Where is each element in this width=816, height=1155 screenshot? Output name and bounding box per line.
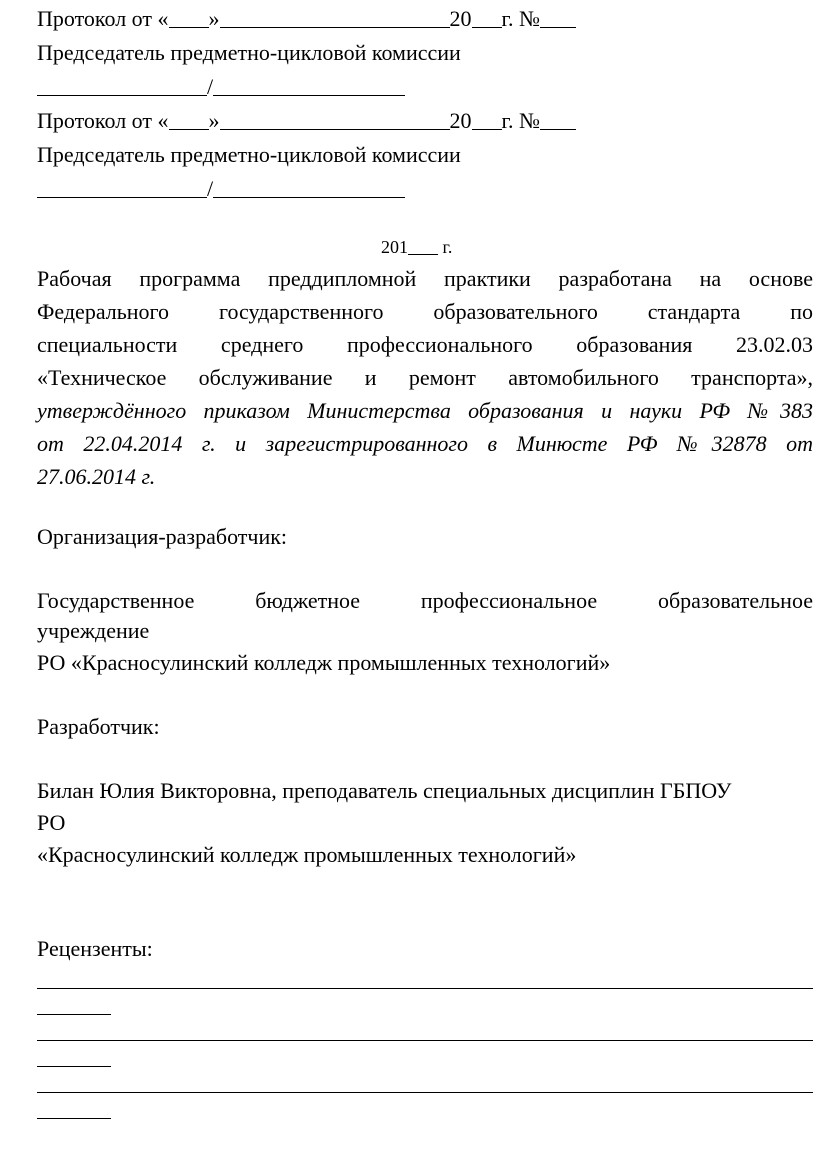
year-suffix: г. (442, 237, 453, 257)
year-blank (472, 7, 502, 28)
reviewer-line-2-continuation (37, 1066, 111, 1067)
year-blank (408, 238, 438, 255)
day-blank (169, 109, 209, 130)
developer-line-1: Билан Юлия Викторовна, преподаватель специальных дисциплин ГБПОУ (37, 778, 732, 803)
program-paragraph (37, 262, 813, 493)
month-blank (220, 7, 450, 28)
signature-separator: / (207, 176, 214, 201)
reviewer-line-1 (37, 988, 813, 989)
signature-blank (37, 177, 207, 198)
organization-line-2: учреждение (37, 618, 150, 643)
protocol-prefix: Протокол от « (37, 108, 169, 133)
reviewer-line-3 (37, 1092, 813, 1093)
protocol-prefix: Протокол от « (37, 6, 169, 31)
reviewer-line-1-continuation (37, 1014, 111, 1015)
reviewers-label: Рецензенты: (37, 936, 153, 961)
developer-line-2: РО (37, 810, 66, 835)
program-line-2: Федерального государственного образовательного стандарта по (37, 299, 813, 324)
program-line-4: «Техническое обслуживание и ремонт автомобильного транспорта», (37, 365, 813, 390)
developer-label: Разработчик: (37, 714, 160, 739)
protocol-year-suffix: г. № (501, 108, 541, 133)
organization-line-3: РО «Красносулинский колледж промышленных технологий» (37, 650, 611, 675)
protocol-year-prefix: 20 (449, 6, 472, 31)
month-blank (220, 109, 450, 130)
signature-line-1 (37, 74, 405, 100)
organization-line-1: Государственное бюджетное профессиональное образовательное (37, 588, 813, 613)
year-prefix: 201 (381, 237, 408, 257)
year-blank (472, 109, 502, 130)
signature-separator: / (207, 74, 214, 99)
program-line-3: специальности среднего профессионального образования 23.02.03 (37, 332, 813, 357)
name-blank (213, 75, 405, 96)
year-line (381, 236, 452, 258)
program-line-5: утверждённого приказом Министерства образования и науки РФ №383 (37, 398, 813, 423)
program-line-1: Рабочая программа преддипломной практики разработана на основе (37, 266, 813, 291)
name-blank (213, 177, 405, 198)
program-line-7: 27.06.2014 г. (37, 464, 156, 489)
reviewer-line-3-continuation (37, 1118, 111, 1119)
day-blank (169, 7, 209, 28)
protocol-close-quote: » (208, 6, 220, 31)
program-line-6: от 22.04.2014 г. и зарегистрированного в Минюсте РФ №32878 от (37, 431, 813, 456)
chair-label-2: Председатель предметно-цикловой комиссии (37, 142, 461, 167)
reviewer-line-2 (37, 1040, 813, 1041)
protocol-line-2 (37, 108, 576, 134)
developer-line-3: «Красносулинский колледж промышленных технологий» (37, 842, 577, 867)
organization-label: Организация-разработчик: (37, 524, 288, 549)
protocol-year-prefix: 20 (449, 108, 472, 133)
number-blank (540, 7, 576, 28)
signature-line-2 (37, 176, 405, 202)
number-blank (540, 109, 576, 130)
protocol-year-suffix: г. № (501, 6, 541, 31)
protocol-line-1 (37, 6, 576, 32)
chair-label-1: Председатель предметно-цикловой комиссии (37, 40, 461, 65)
signature-blank (37, 75, 207, 96)
protocol-close-quote: » (208, 108, 220, 133)
